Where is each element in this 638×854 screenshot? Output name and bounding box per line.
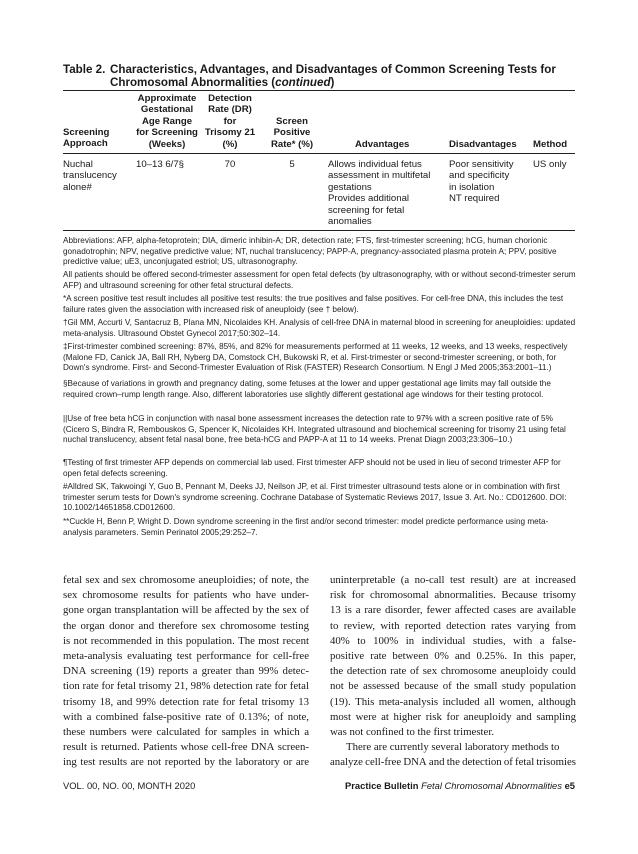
body-line: meta-analysis evaluating test performance for cell-free: [63, 650, 309, 663]
body-line: with a combined false-positive rate of 0.13%; of note,: [63, 710, 309, 723]
body-line: was not confined to the first trimester.: [330, 726, 495, 739]
body-line: ing test results are not reported by the laboratory or are: [63, 756, 309, 769]
table-title-text: Characteristics, Advantages, and Disadvantages of Common Screening Tests for Chromosomal Abnormalities (continued): [110, 63, 556, 89]
note-beta-hcg: ||Use of free beta hCG in conjunction with nasal bone assessment increases the detection rate to 97% with a screen positive rate of 5% (Cicero S, Bindra R, Rembouskos G, Spencer K, Nicolaides KH. Integrated ultrasound and biochemical screening for trisomy 21 using fetal nuchal translucency, absent fetal nasal bone, free beta-hCG and PAPP-A at 11 to 14 weeks. Prenat Diagn 2003;23:306–10.): [63, 414, 566, 444]
body-line: to review, with reported detection rates varying from: [330, 619, 576, 632]
table-number: Table 2.: [63, 63, 106, 76]
header-approach: Screening Approach: [63, 127, 110, 150]
body-line: fetal sex and sex chromosome aneuploidies; of note, the: [63, 574, 309, 586]
body-line: positive rate between 0% and 0.25%. In this paper,: [330, 650, 576, 663]
body-left-column: [63, 573, 309, 771]
body-line: trisomy 18, and 99% detection rate for fetal trisomy 13: [63, 695, 309, 708]
note-variations: §Because of variations in growth and pregnancy dating, some fetuses at the lower and upper gestational age limits may fall outside the required crown–rump length range. Also, different laboratories use slightly different gestational age windows for their testing protocol.: [63, 379, 551, 399]
body-line: the organ donor and therefore sex chromosome testing: [63, 619, 309, 632]
row-approach: Nuchal translucency alone#: [63, 159, 117, 193]
row-method: US only: [533, 159, 567, 170]
body-line: uninterpretable (a no-call test result) are at increased: [330, 574, 576, 586]
note-first-trimester: ‡First-trimester combined screening: 87%, 85%, and 82% for measurements performed at 11 weeks, 12 weeks, and 13 weeks, respectively (Malone FD, Canick JA, Ball RH, Nyberg DA, Comstock CH, Bukowski R, et al. First-trimester or second-trimester screening, or both, for Down's syndrome. First- and Second-Trimester Evaluation of Risk (FASTER) Research Consortium. N Engl J Med 2005;353:2001–11.): [63, 342, 568, 372]
header-disadvantages: Disadvantages: [449, 139, 517, 150]
body-line: tion rate for fetal trisomy 21, 98% detection rate for fetal: [63, 680, 309, 693]
header-positive: Screen Positive Rate* (%): [270, 116, 314, 150]
row-advantages: Allows individual fetus assessment in multifetal gestations Provides additional screening for fetal anomalies: [328, 159, 431, 228]
body-line: risk for chromosomal abnormalities. Because trisomy: [330, 589, 576, 602]
row-age: 10–13 6/7§: [136, 159, 185, 170]
note-gil: †Gil MM, Accurti V, Santacruz B, Plana MN, Nicolaides KH. Analysis of cell-free DNA in maternal blood in screening for aneuploidies: updated meta-analysis. Ultrasound Obstet Gynecol 2017;50:302–14.: [63, 318, 576, 338]
table-bottom-rule: [63, 230, 575, 231]
table-top-rule: [63, 90, 575, 91]
body-line: gone organ transplantation will be affected by the sex of: [63, 604, 309, 617]
note-alldred: #Alldred SK, Takwoingi Y, Guo B, Pennant M, Deeks JJ, Neilson JP, et al. First trimester ultrasound tests alone or in combination with first trimester serum tests for Down's syndrome screening. Cochrane Database of Systematic Reviews 2017, Issue 3. Art. No.: CD012600. DOI: 10.1002/14651858.CD012600.: [63, 482, 567, 512]
body-line: DNA screening (19) reports a greater than 99% detec-: [63, 665, 309, 678]
footer-volume: VOL. 00, NO. 00, MONTH 2020: [63, 780, 196, 791]
body-line: not be assessed because of the small study population: [330, 680, 576, 693]
body-line: most were at higher risk for aneuploidy and sampling: [330, 710, 576, 723]
body-line: There are currently several laboratory methods to: [346, 741, 560, 754]
note-abbreviations: Abbreviations: AFP, alpha-fetoprotein; DIA, dimeric inhibin-A; DR, detection rate; FTS, first-trimester screening; hCG, human chorionic gonadotrophin; NPV, negative predictive value; NT, nuchal translucency; PAPP-A, pregnancy-associated plasma protein A; PPV, positive predictive value; uE3, unconjugated estriol; US, ultrasonography.: [63, 236, 557, 266]
row-positive: 5: [289, 159, 295, 170]
table-header-rule: [63, 153, 575, 154]
header-method: Method: [533, 139, 568, 150]
body-line: result is returned. Patients whose cell-free DNA screen-: [63, 741, 309, 754]
header-advantages: Advantages: [355, 139, 410, 150]
footer-topic: Fetal Chromosomal Abnormalities: [421, 780, 562, 791]
row-disadvantages: Poor sensitivity and specificity in isolation NT required: [449, 159, 514, 205]
body-line: sex chromosome results for patients who have under-: [63, 589, 309, 602]
body-right-column: [330, 573, 576, 771]
body-line: 40% to 100% in individual studies, with a false-: [330, 634, 576, 647]
body-line: analyze cell-free DNA and the detection of fetal trisomies: [330, 756, 576, 769]
footer-series: Practice Bulletin: [345, 780, 419, 791]
header-detection: Detection Rate (DR) for Trisomy 21 (%): [204, 93, 256, 150]
footer-running-head: [330, 780, 575, 792]
body-line: (19). This meta-analysis included all women, although: [330, 695, 576, 708]
note-afp: ¶Testing of first trimester AFP depends on commercial lab used. First trimester AFP should not be used in lieu of second trimester AFP for open fetal defects screening.: [63, 458, 561, 478]
body-line: 13 is a rare disorder, fewer affected cases are available: [330, 604, 576, 617]
body-line: the detection rate of sex chromosome aneuploidy could: [330, 665, 576, 678]
note-cuckle: **Cuckle H, Benn P, Wright D. Down syndrome screening in the first and/or second trimester: model predicte performance using meta-analysis parameters. Semin Perinatol 2005;29:252–7.: [63, 517, 549, 537]
body-line: these numbers were calculated for samples in which a: [63, 726, 309, 739]
header-age: Approximate Gestational Age Range for Screening (Weeks): [136, 93, 198, 150]
note-screen-positive: *A screen positive test result includes all positive test results: the true positives and false positives. For cell-free DNA, this includes the test failure rates given the association with increased risk of aneuploidy (see † below).: [63, 294, 564, 314]
row-detection: 70: [224, 159, 236, 170]
note-second-trimester: All patients should be offered second-trimester assessment for open fetal defects (by ultrasonography, with or without second-trimester serum AFP) and ultrasound screening for other fetal structural defects.: [63, 270, 576, 290]
body-line: is not recommended in this population. The most recent: [63, 634, 309, 647]
footer-page-number: e5: [564, 780, 575, 791]
